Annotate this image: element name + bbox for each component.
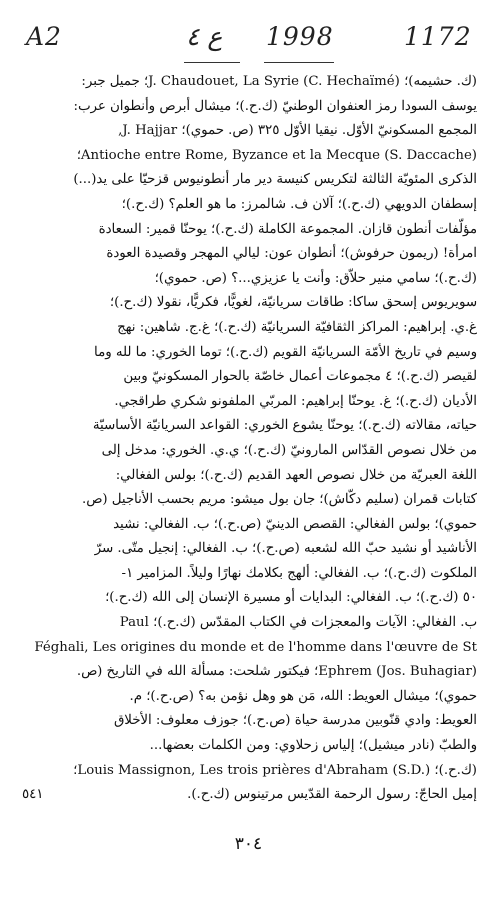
handwritten-underline — [264, 62, 334, 63]
text-line: حموي)؛ بولس الفغالي: القصص الدينيّ (ص.ح.)؛ ب. الفغالي: نشيد — [113, 516, 477, 532]
handwritten-code-middle: ع ٤ — [186, 22, 223, 51]
text-line: (ك.ح.)؛ Louis Massignon, Les trois prières d'Abraham (S.D.)؛ — [73, 762, 477, 778]
text-line: المجمع المسكونيّ الأوّل. نيقيا الأوّل ٣٢٥ (ص. حموي)؛ J. Hajjar, — [118, 123, 477, 139]
text-line: غ.ي. إبراهيم: المراكز الثقافيّة السريانيّة (ك.ح.)؛ غ.ج. شاهين: نهج — [117, 319, 477, 335]
text-line: الملكوت (ك.ح.)؛ ب. الفغالي: ألهج بكلامك نهارًا وليلاً. المزامير ١- — [121, 565, 477, 581]
text-line: ب. الفغالي: الآيات والمعجزات في الكتاب المقدّس (ك.ح.)؛ Paul — [119, 615, 477, 631]
handwritten-code-right: 1172 — [404, 22, 472, 51]
text-line: سويريوس إسحق ساكا: طاقات سريانيّة، لغويًّا، فكريًّا، نقولا (ك.ح.)؛ — [109, 295, 477, 311]
text-line: من خلال نصوص القدّاس المارونيّ (ك.ح.)؛ ي.ي. الخوري: مدخل إلى — [101, 442, 477, 458]
text-line: اللغة العبريّة من خلال نصوص العهد القديم (ك.ح.)؛ بولس الفغالي: — [115, 467, 477, 483]
text-line: (ك.ح.)؛ سامي منير حلاّق: وأنت يا عزيزي...؟ (ص. حموي)؛ — [154, 270, 477, 286]
handwritten-underline — [184, 62, 240, 63]
text-line: ٥٠ (ك.ح.)؛ ب. الفغالي: البدايات أو مسيرة الإنسان إلى الله (ك.ح.)؛ — [105, 590, 477, 606]
handwritten-annotations — [0, 10, 497, 60]
text-line: حياته، مقالاته (ك.ح.)؛ يوحنّا يشوع الخوري: القواعد السريانيّة الأساسيّة — [92, 418, 477, 434]
text-line: Ephrem (Jos. Buhagiar)؛ فيكتور شلحت: مسألة الله في التاريخ (ص. — [76, 664, 477, 680]
text-line-content: إميل الحاجّ: رسول الرحمة القدّيس مرتينوس (ك.ح.). — [187, 787, 477, 803]
page-number: ٣٠٤ — [234, 834, 263, 854]
text-line: لقيصر (ك.ح.)؛ ٤ مجموعات أعمال خاصّة بالحوار المسكونيّ وبين — [123, 369, 477, 385]
text-line: امرأة! (ريمون حرفوش)؛ أنطوان عون: ليالي المهجر وقصيدة العودة — [106, 246, 477, 262]
text-line: إسطفان الدويهي (ك.ح.)؛ آلان ف. شالمرز: ما هو العلم؟ (ك.ح.)؛ — [121, 196, 477, 212]
text-line: الأناشيد أو نشيد حبّ الله لشعبه (ص.ح.)؛ ب. الفغالي: إنجيل متّى. سرّ — [94, 541, 477, 557]
bibliography-text — [22, 70, 477, 808]
text-line: مؤلّفات أنطون قازان. المجموعة الكاملة (ك.ح.)؛ يوحنّا قمير: السعادة — [98, 221, 477, 237]
text-line: والطبّ (نادر ميشيل)؛ إلياس زحلاوي: ومن الكلمات بعضها... — [149, 738, 477, 754]
text-line-last — [22, 783, 477, 808]
text-line: يوسف السودا رمز العنفوان الوطنيّ (ك.ح.)؛ ميشال أبرص وأنطوان عرب: — [73, 98, 477, 114]
text-line: كتابات قمران (سليم دكّاش)؛ جان بول ميشو: مريم بحسب الأناجيل (ص. — [82, 492, 477, 508]
text-line: (ك. حشيمه)؛ J. Chaudouet, La Syrie (C. Hechaïmé)؛ جميل جبر: — [81, 74, 477, 89]
text-line: Antioche entre Rome, Byzance et la Mecque (S. Daccache)؛ — [76, 147, 477, 163]
text-line: وسيم في تاريخ الأمّة السريانيّة القويم (ك.ح.)؛ توما الخوري: ما لله وما — [94, 344, 477, 360]
entry-number: ٥٤١ — [22, 787, 44, 803]
text-line: Féghali, Les origines du monde et de l'homme dans l'œuvre de St — [34, 639, 477, 655]
text-line: حموي)؛ ميشال العويط: الله، مَن هو وهل نؤمن به؟ (ص.ح.)؛ م. — [129, 688, 477, 704]
handwritten-code-left: A2 — [26, 22, 62, 51]
text-line: الذكرى المئويّة الثالثة لتكريس كنيسة دير مار أنطونيوس قزحيّا على يد(...) — [73, 172, 477, 188]
handwritten-year: 1998 — [266, 22, 334, 51]
text-line: الأديان (ك.ح.)؛ غ. يوحنّا إبراهيم: المربّي الملفونو شكري طراقجي. — [114, 393, 477, 409]
text-line: العويط: وادي قنّوبين مدرسة حياة (ص.ح.)؛ جوزف معلوف: الأخلاق — [113, 713, 477, 729]
